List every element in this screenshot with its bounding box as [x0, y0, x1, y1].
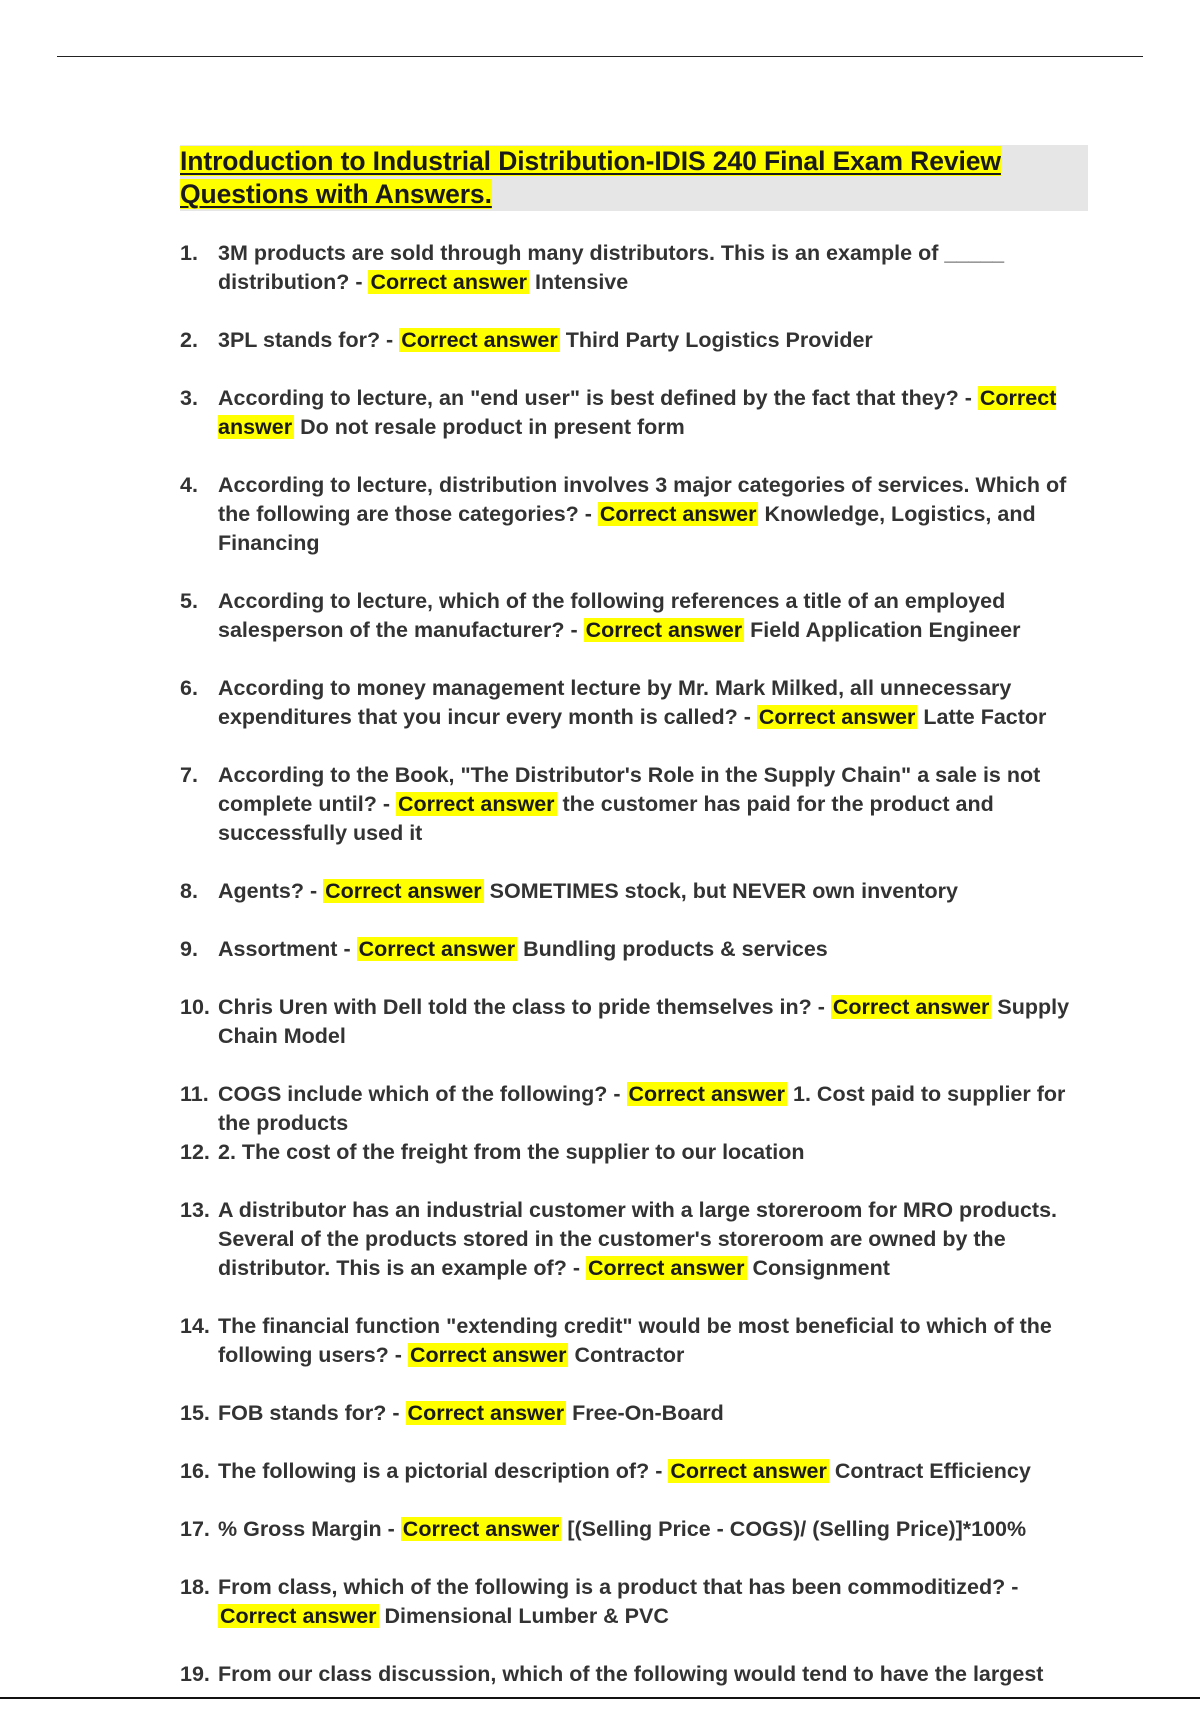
question-item	[180, 587, 1100, 645]
title-block	[180, 145, 1088, 211]
question-text: According to lecture, distribution involves 3 major categories of services. Which of the following are those categories? -	[218, 473, 1067, 526]
question-text: FOB stands for? -	[218, 1401, 400, 1425]
question-number: 17.	[180, 1517, 210, 1541]
question-number: 18.	[180, 1575, 210, 1599]
answer-text: Latte Factor	[923, 705, 1047, 729]
question-text: 3M products are sold through many distributors. This is an example of _____ distribution? -	[218, 241, 1005, 294]
question-item	[180, 1515, 1100, 1544]
correct-answer-label: Correct answer	[401, 328, 558, 352]
question-text: 3PL stands for? -	[218, 328, 394, 352]
question-text: Chris Uren with Dell told the class to pride themselves in? -	[218, 995, 825, 1019]
question-text: According to the Book, "The Distributor's Role in the Supply Chain" a sale is not complete until? -	[218, 763, 1041, 816]
question-text: From our class discussion, which of the following would tend to have the largest	[218, 1662, 1044, 1686]
answer-text: Supply Chain Model	[218, 995, 1070, 1048]
question-item	[180, 761, 1100, 848]
question-item	[180, 1573, 1100, 1631]
question-number: 16.	[180, 1459, 210, 1483]
answer-text: Contract Efficiency	[834, 1459, 1031, 1483]
question-number: 2.	[180, 328, 198, 352]
question-item	[180, 1196, 1100, 1283]
question-number: 15.	[180, 1401, 210, 1425]
question-text: From class, which of the following is a product that has been commoditized? -	[218, 1575, 1019, 1599]
top-rule	[57, 56, 1143, 57]
question-item	[180, 326, 1100, 355]
question-item	[180, 1660, 1100, 1689]
answer-text: Knowledge, Logistics, and Financing	[218, 502, 1036, 555]
answer-text: Do not resale product in present form	[300, 415, 685, 439]
question-item	[180, 993, 1100, 1051]
question-text: COGS include which of the following? -	[218, 1082, 621, 1106]
correct-answer-label: Correct answer	[587, 1256, 745, 1280]
question-number: 9.	[180, 937, 198, 961]
question-number: 10.	[180, 995, 210, 1019]
answer-text: Bundling products & services	[523, 937, 828, 961]
question-number: 12.	[180, 1140, 210, 1164]
document-title: Introduction to Industrial Distribution-IDIS 240 Final Exam Review Questions with Answers.	[180, 146, 1001, 209]
correct-answer-label: Correct answer	[628, 1082, 786, 1106]
question-number: 8.	[180, 879, 198, 903]
question-item	[180, 1080, 1100, 1138]
answer-text: Contractor	[574, 1343, 685, 1367]
question-text: The financial function "extending credit" would be most beneficial to which of the following users? -	[218, 1314, 1052, 1367]
question-text: Agents? -	[218, 879, 318, 903]
answer-text: Consignment	[752, 1256, 890, 1280]
question-text: According to money management lecture by Mr. Mark Milked, all unnecessary expenditures that you incur every month is called? -	[218, 676, 1012, 729]
correct-answer-label: Correct answer	[832, 995, 990, 1019]
question-number: 7.	[180, 763, 198, 787]
question-item	[180, 471, 1100, 558]
answer-text: the customer has paid for the product and successfully used it	[218, 792, 994, 845]
question-text: According to lecture, an "end user" is best defined by the fact that they? -	[218, 386, 972, 410]
correct-answer-label: Correct answer	[585, 618, 743, 642]
question-item	[180, 935, 1100, 964]
correct-answer-label: Correct answer	[599, 502, 757, 526]
question-text: 2. The cost of the freight from the supplier to our location	[218, 1140, 805, 1164]
correct-answer-label: Correct answer	[402, 1517, 560, 1541]
question-number: 3.	[180, 386, 198, 410]
question-item	[180, 239, 1100, 297]
correct-answer-label: Correct answer	[407, 1401, 565, 1425]
answer-text: SOMETIMES stock, but NEVER own inventory	[489, 879, 958, 903]
question-item	[180, 674, 1100, 732]
question-text: According to lecture, which of the following references a title of an employed salesperson of the manufacturer? -	[218, 589, 1006, 642]
question-text: Assortment -	[218, 937, 351, 961]
question-item	[180, 1457, 1100, 1486]
question-item	[180, 1399, 1100, 1428]
correct-answer-label: Correct answer	[370, 270, 528, 294]
bottom-rule	[0, 1697, 1200, 1699]
answer-text: Third Party Logistics Provider	[565, 328, 873, 352]
question-text: % Gross Margin -	[218, 1517, 395, 1541]
correct-answer-label: Correct answer	[325, 879, 482, 903]
correct-answer-label: Correct answer	[218, 386, 1057, 439]
answer-text: [(Selling Price - COGS)/ (Selling Price)]*100%	[567, 1517, 1027, 1541]
correct-answer-label: Correct answer	[358, 937, 516, 961]
correct-answer-label: Correct answer	[670, 1459, 827, 1483]
question-number: 6.	[180, 676, 198, 700]
question-item	[180, 877, 1100, 906]
question-list	[180, 239, 1100, 1718]
question-number: 4.	[180, 473, 198, 497]
question-number: 19.	[180, 1662, 210, 1686]
question-item	[180, 1138, 1100, 1167]
question-text: A distributor has an industrial customer with a large storeroom for MRO products. Several of the products stored in the customer's storeroom are owned by the distributor. This is an example of? -	[218, 1198, 1058, 1280]
answer-text: Dimensional Lumber & PVC	[384, 1604, 669, 1628]
answer-text: 1. Cost paid to supplier for the products	[218, 1082, 1066, 1135]
answer-text: Field Application Engineer	[750, 618, 1021, 642]
question-item	[180, 1312, 1100, 1370]
correct-answer-label: Correct answer	[220, 1604, 377, 1628]
question-item	[180, 384, 1100, 442]
answer-text: Intensive	[535, 270, 629, 294]
correct-answer-label: Correct answer	[397, 792, 555, 816]
question-number: 13.	[180, 1198, 210, 1222]
correct-answer-label: Correct answer	[409, 1343, 567, 1367]
question-number: 14.	[180, 1314, 210, 1338]
question-number: 5.	[180, 589, 198, 613]
question-number: 11.	[180, 1082, 209, 1106]
question-text: The following is a pictorial description of? -	[218, 1459, 663, 1483]
question-number: 1.	[180, 241, 198, 265]
correct-answer-label: Correct answer	[758, 705, 916, 729]
answer-text: Free-On-Board	[572, 1401, 724, 1425]
